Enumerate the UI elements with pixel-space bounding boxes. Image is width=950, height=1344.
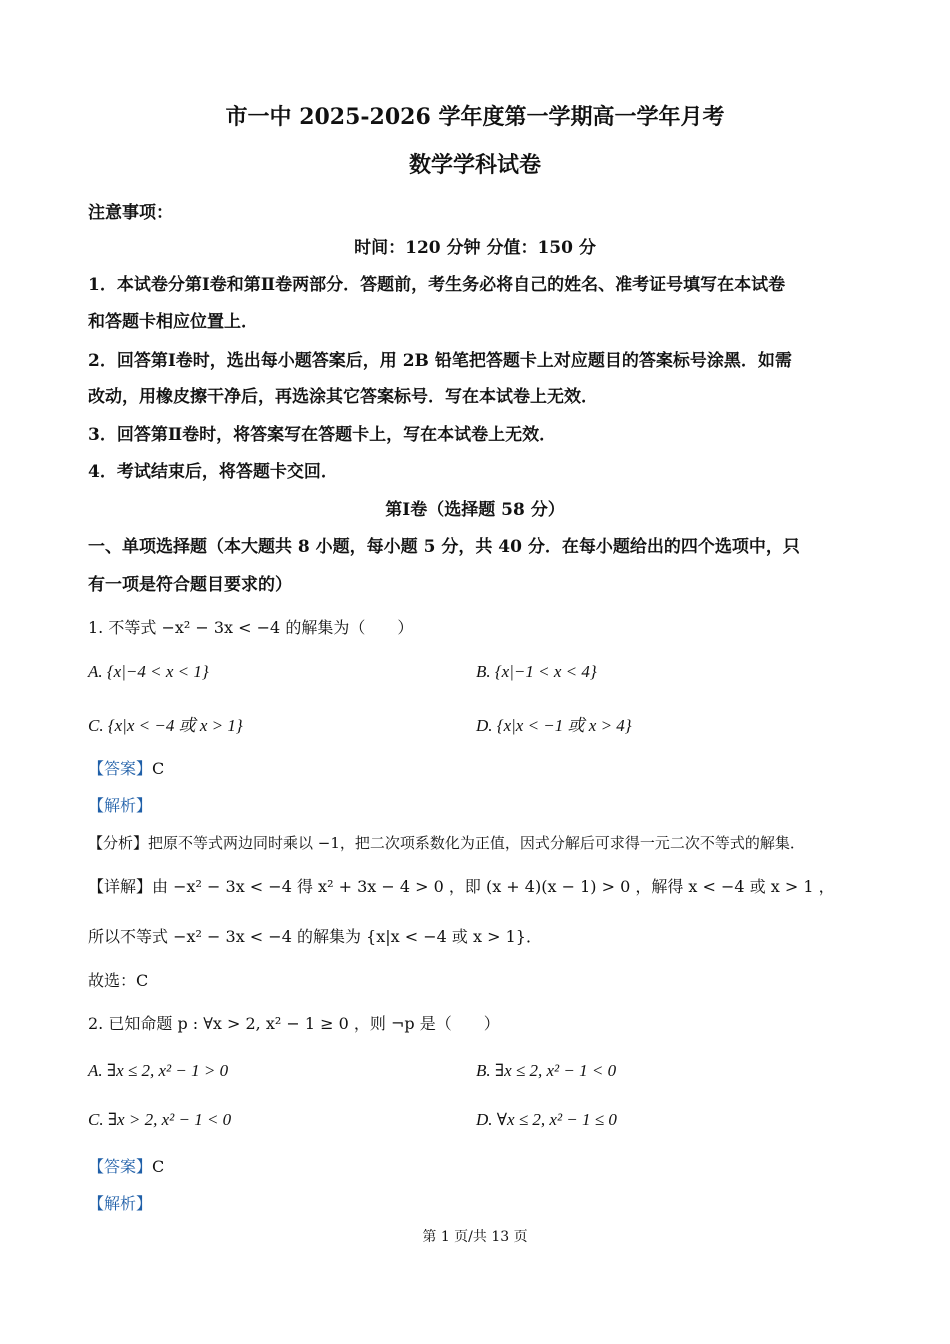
section-intro: 一、单项选择题（本大题共 8 小题，每小题 5 分，共 40 分．在每小题给出的四个选项中，只 — [88, 537, 800, 557]
notice-item: 改动，用橡皮擦干净后，再选涂其它答案标号．写在本试卷上无效． — [88, 387, 598, 407]
section-title: 第Ⅰ卷（选择题 58 分） — [385, 500, 565, 520]
section-intro: 有一项是符合题目要求的） — [88, 575, 292, 595]
exam-title: 市一中 2025-2026 学年度第一学期高一学年月考 — [225, 104, 725, 130]
exam-subtitle: 数学学科试卷 — [408, 152, 541, 178]
notice-item: 3．回答第Ⅱ卷时，将答案写在答题卡上，写在本试卷上无效． — [88, 425, 557, 445]
option-b: B. ∃x ≤ 2, x² − 1 < 0 — [476, 1061, 617, 1080]
analysis-xiangjie: 【详解】由 −x² − 3x < −4 得 x² + 3x − 4 > 0 ，即 (x + 4)(x − 1) > 0 ，解得 x < −4 或 x > 1 ， — [88, 877, 835, 896]
answer-row — [88, 1154, 164, 1177]
notice-heading: 注意事项： — [88, 203, 173, 223]
option-d: D. ∀x ≤ 2, x² − 1 ≤ 0 — [476, 1110, 617, 1129]
answer-label: 【答案】 — [88, 1157, 153, 1176]
analysis-fenxi: 【分析】把原不等式两边同时乘以 −1，把二次项系数化为正值，因式分解后可求得一元二次不等式的解集． — [88, 834, 805, 852]
answer-value: C — [152, 759, 165, 778]
option-d: D. {x|x < −1 或 x > 4} — [476, 716, 632, 735]
notice-item: 1．本试卷分第Ⅰ卷和第Ⅱ卷两部分．答题前，考生务必将自己的姓名、准考证号填写在本试卷 — [88, 275, 786, 295]
analysis-conclusion: 所以不等式 −x² − 3x < −4 的解集为 {x|x < −4 或 x > 1}． — [88, 927, 542, 946]
option-a: A. ∃x ≤ 2, x² − 1 > 0 — [88, 1061, 229, 1080]
choice-result: 故选：C — [88, 971, 149, 990]
analysis-label: 【解析】 — [88, 1194, 153, 1213]
option-c: C. {x|x < −4 或 x > 1} — [88, 716, 243, 735]
analysis-label: 【解析】 — [88, 796, 153, 815]
notice-item: 2．回答第Ⅰ卷时，选出每小题答案后，用 2B 铅笔把答题卡上对应题目的答案标号涂黑．如需 — [88, 351, 792, 371]
answer-row — [88, 756, 164, 779]
time-score: 时间：120 分钟 分值：150 分 — [354, 238, 596, 258]
answer-value: C — [152, 1157, 165, 1176]
answer-label: 【答案】 — [88, 759, 153, 778]
option-b: B. {x|−1 < x < 4} — [476, 662, 597, 681]
question-stem: 1. 不等式 −x² − 3x < −4 的解集为（ ） — [88, 618, 414, 637]
option-c: C. ∃x > 2, x² − 1 < 0 — [88, 1110, 232, 1129]
question-stem: 2. 已知命题 p : ∀x > 2, x² − 1 ≥ 0 ，则 ¬p 是（ ） — [88, 1014, 500, 1033]
notice-item: 4．考试结束后，将答题卡交回． — [88, 462, 338, 482]
notice-item: 和答题卡相应位置上． — [88, 312, 258, 332]
option-a: A. {x|−4 < x < 1} — [88, 662, 209, 681]
page-footer: 第 1 页/共 13 页 — [422, 1229, 528, 1245]
